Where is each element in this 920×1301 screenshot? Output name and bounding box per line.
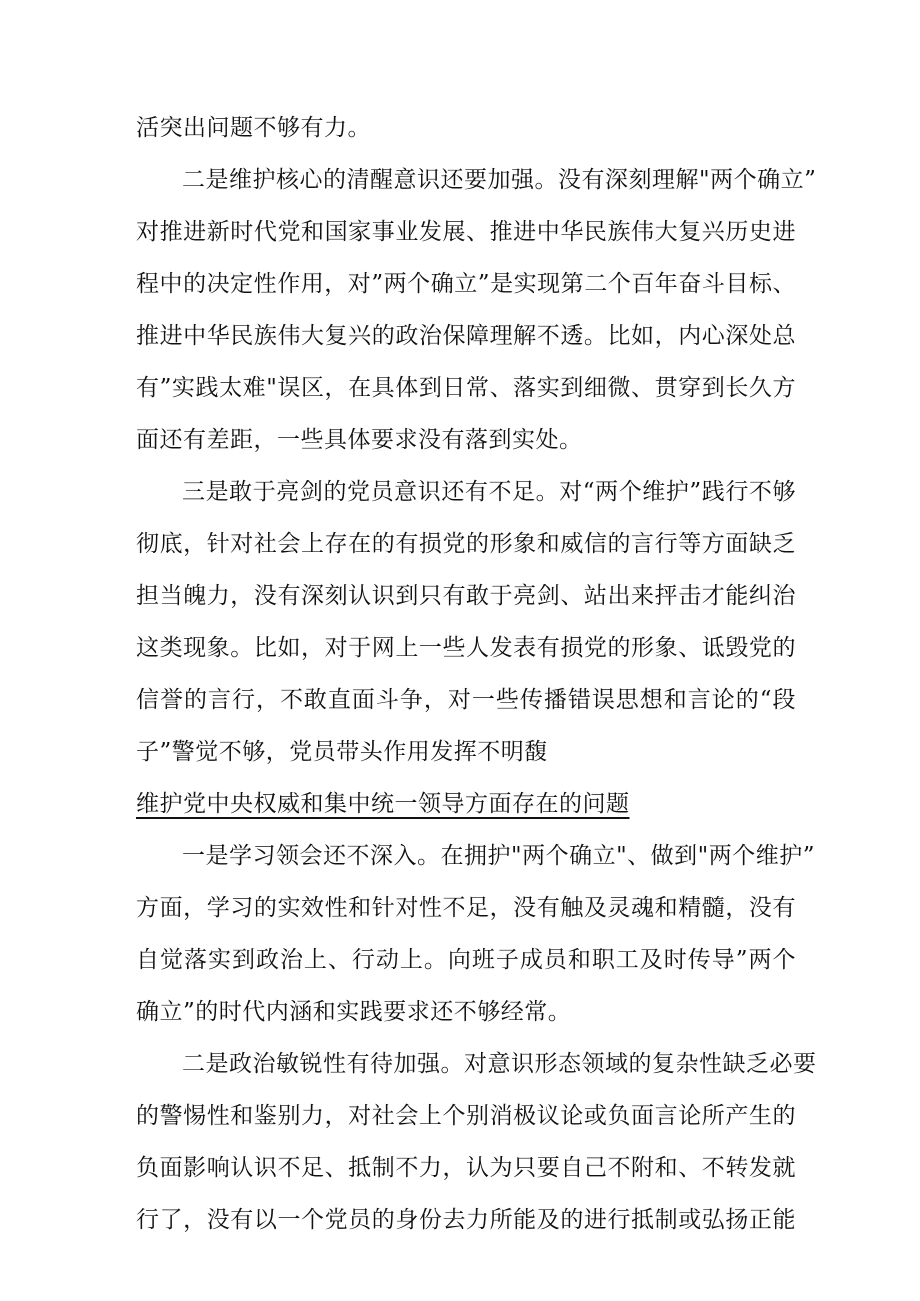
paragraph-line: 二是维护核心的清醒意识还要加强。没有深刻理解"两个确立”	[182, 167, 817, 193]
paragraph-line: 程中的决定性作用，对”两个确立”是实现第二个百年奋斗目标、	[136, 271, 796, 297]
paragraph-line: 的警惕性和鉴别力，对社会上个别消极议论或负面言论所产生的	[136, 1103, 796, 1129]
paragraph-line: 彻底，针对社会上存在的有损党的形象和威信的言行等方面缺乏	[136, 531, 796, 557]
paragraph-line: 推进中华民族伟大复兴的政治保障理解不透。比如，内心深处总	[136, 323, 796, 349]
paragraph-line: 负面影响认识不足、抵制不力，认为只要自己不附和、不转发就	[136, 1155, 796, 1181]
paragraph-line: 确立”的时代内涵和实践要求还不够经常。	[136, 999, 572, 1025]
paragraph-line: 一是学习领会还不深入。在拥护"两个确立"、做到"两个维护”	[182, 843, 815, 869]
paragraph-line: 方面，学习的实效性和针对性不足，没有触及灵魂和精髓，没有	[136, 895, 796, 921]
paragraph-line: 自觉落实到政治上、行动上。向班子成员和职工及时传导”两个	[136, 947, 796, 973]
paragraph-line: 有”实践太难"误区，在具体到日常、落实到细微、贯穿到长久方	[136, 375, 796, 401]
paragraph-line: 担当魄力，没有深刻认识到只有敢于亮剑、站出来抨击才能纠治	[136, 583, 796, 609]
paragraph-line: 这类现象。比如，对于网上一些人发表有损党的形象、诋毁党的	[136, 635, 796, 661]
paragraph-line: 二是政治敏锐性有待加强。对意识形态领域的复杂性缺乏必要	[182, 1051, 817, 1077]
paragraph-line: 面还有差距，一些具体要求没有落到实处。	[136, 427, 583, 453]
paragraph-line: 行了，没有以一个党员的身份去力所能及的进行抵制或弘扬正能	[136, 1207, 796, 1233]
paragraph-line: 三是敢于亮剑的党员意识还有不足。对“两个维护”践行不够	[182, 479, 796, 505]
paragraph-line: 活突出问题不够有力。	[136, 115, 371, 141]
section-heading: 维护党中央权威和集中统一领导方面存在的问题	[136, 791, 630, 817]
paragraph-line: 信誉的言行，不敢直面斗争，对一些传播错误思想和言论的“段	[136, 687, 796, 713]
paragraph-line: 子”警觉不够，党员带头作用发挥不明馥	[136, 739, 548, 765]
paragraph-line: 对推进新时代党和国家事业发展、推进中华民族伟大复兴历史进	[136, 219, 796, 245]
